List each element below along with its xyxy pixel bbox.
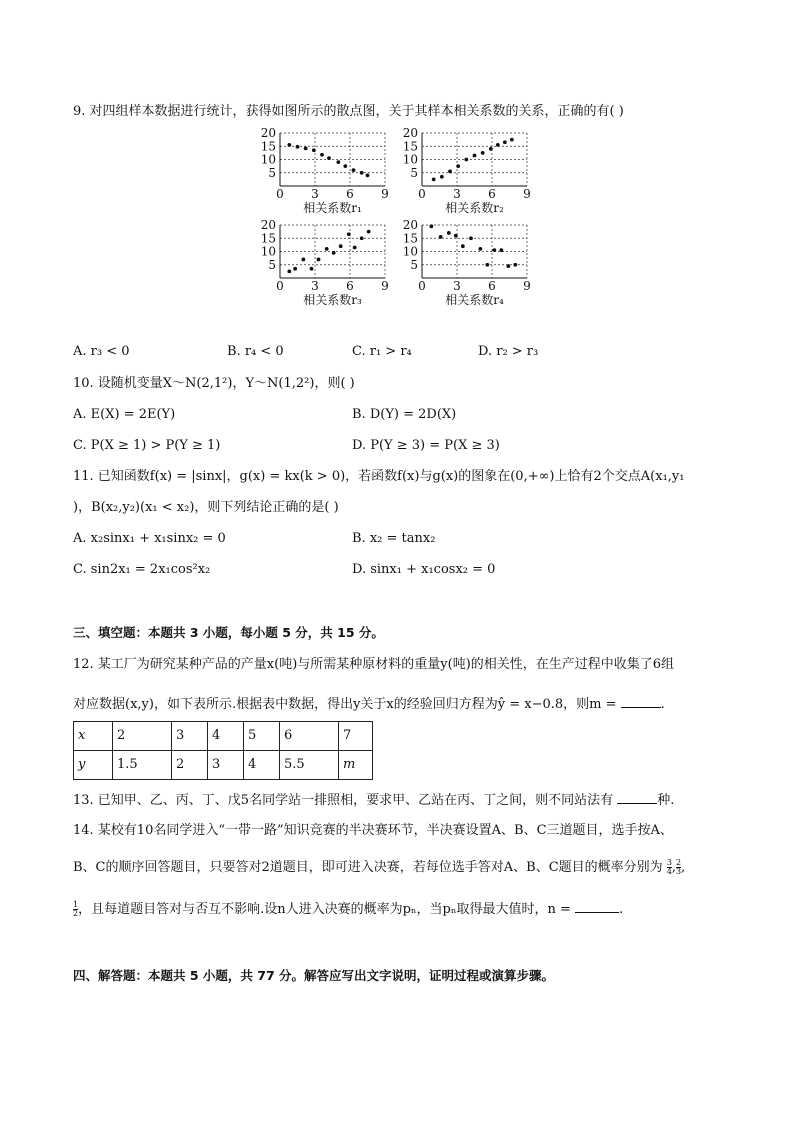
y-tick-label: 15 bbox=[260, 139, 276, 154]
q12-data-table bbox=[73, 721, 373, 780]
data-point bbox=[496, 143, 500, 147]
data-point bbox=[332, 251, 336, 255]
data-point bbox=[454, 234, 458, 238]
data-point bbox=[510, 138, 514, 142]
scatter-panel bbox=[261, 218, 389, 307]
data-point bbox=[478, 247, 482, 251]
fraction-denominator: 2 bbox=[73, 909, 79, 918]
y-tick-label: 5 bbox=[410, 165, 418, 180]
x-tick-label: 3 bbox=[311, 279, 319, 293]
data-point bbox=[464, 158, 468, 162]
q11-option-a: A. x₂sinx₁ + x₁sinx₂ = 0 bbox=[73, 531, 226, 546]
q11-stem-line2: )，B(x₂,y₂)(x₁ < x₂)，则下列结论正确的是( ) bbox=[73, 500, 339, 515]
data-point bbox=[339, 244, 343, 248]
q9-stem: 9. 对四组样本数据进行统计，获得如图所示的散点图，关于其样本相关系数的关系，正确的有( ) bbox=[73, 104, 624, 119]
y-tick-label: 5 bbox=[268, 257, 276, 272]
q14-line2-text: B、C的顺序回答题目，只要答对2道题目，即可进入决赛，若每位选手答对A、B、C题目的概率分别为 bbox=[73, 860, 663, 875]
table-cell: 4 bbox=[208, 722, 244, 751]
y-tick-label: 10 bbox=[402, 244, 418, 259]
q14-fraction-a bbox=[667, 859, 672, 876]
y-tick-label: 20 bbox=[260, 126, 276, 140]
scatter-panel bbox=[403, 218, 531, 307]
data-point bbox=[366, 174, 370, 178]
data-point bbox=[456, 164, 460, 168]
data-point bbox=[293, 267, 297, 271]
q14-answer-blank bbox=[575, 900, 619, 913]
scatter-panel bbox=[261, 126, 389, 215]
scatter-plots bbox=[0, 125, 794, 340]
q11-option-b: B. x₂ = tanx₂ bbox=[352, 531, 436, 546]
q10-option-c: C. P(X ≥ 1) > P(Y ≥ 1) bbox=[73, 438, 221, 453]
table-row bbox=[74, 722, 373, 751]
table-cell: 2 bbox=[172, 751, 208, 780]
q13-text bbox=[73, 791, 674, 810]
table-cell: 3 bbox=[208, 751, 244, 780]
table-cell: x bbox=[74, 722, 113, 751]
x-tick-label: 6 bbox=[346, 187, 354, 201]
q9-option-b: B. r₄ < 0 bbox=[227, 344, 284, 359]
data-point bbox=[499, 248, 503, 252]
table-cell: 1.5 bbox=[113, 751, 172, 780]
table-cell: 5.5 bbox=[280, 751, 339, 780]
table-cell: 6 bbox=[280, 722, 339, 751]
x-tick-label: 0 bbox=[418, 187, 426, 201]
chart-title: 相关系数r₃ bbox=[303, 293, 362, 307]
q12-line2-text: 对应数据(x,y)，如下表所示.根据表中数据，得出y关于x的经验回归方程为ŷ = x−0.8，则m = bbox=[73, 697, 617, 712]
data-point bbox=[320, 153, 324, 157]
data-point bbox=[325, 247, 329, 251]
data-point bbox=[469, 236, 473, 240]
data-point bbox=[440, 175, 444, 179]
data-point bbox=[367, 230, 371, 234]
fraction-numerator: 1 bbox=[73, 900, 79, 909]
y-tick-label: 5 bbox=[410, 257, 418, 272]
y-tick-label: 20 bbox=[260, 218, 276, 232]
data-point bbox=[343, 164, 347, 168]
q10-option-d: D. P(Y ≥ 3) = P(X ≥ 3) bbox=[352, 438, 500, 453]
table-cell: y bbox=[74, 751, 113, 780]
x-tick-label: 6 bbox=[488, 187, 496, 201]
table-cell: 5 bbox=[244, 722, 280, 751]
data-point bbox=[448, 170, 452, 174]
y-tick-label: 10 bbox=[402, 152, 418, 167]
q14-line1: 14. 某校有10名同学进入“一带一路”知识竞赛的半决赛环节，半决赛设置A、B、C三道题目，选手按A、 bbox=[73, 823, 673, 838]
q13-tail: 种. bbox=[657, 793, 675, 808]
x-tick-label: 3 bbox=[453, 187, 461, 201]
q10-option-a: A. E(X) = 2E(Y) bbox=[73, 407, 176, 422]
data-point bbox=[447, 231, 451, 235]
q12-line1: 12. 某工厂为研究某种产品的产量x(吨)与所需某种原材料的重量y(吨)的相关性，在生产过程中收集了6组 bbox=[73, 657, 675, 672]
q14-fraction-b bbox=[676, 859, 681, 876]
q13-stem: 13. 已知甲、乙、丙、丁、戊5名同学站一排照相，要求甲、乙站在丙、丁之间，则不同站法有 bbox=[73, 793, 614, 808]
q13-answer-blank bbox=[617, 791, 657, 804]
table-row bbox=[74, 751, 373, 780]
scatter-panel bbox=[403, 126, 531, 215]
q12-line2: 对应数据(x,y)，如下表所示.根据表中数据，得出y关于x的经验回归方程为ŷ = x−0.8，则m = . bbox=[73, 697, 665, 712]
x-tick-label: 9 bbox=[381, 187, 389, 201]
chart-title: 相关系数r₂ bbox=[445, 201, 504, 215]
x-tick-label: 9 bbox=[523, 187, 531, 201]
x-tick-label: 3 bbox=[311, 187, 319, 201]
data-point bbox=[304, 146, 308, 150]
q9-option-d: D. r₂ > r₃ bbox=[478, 344, 539, 359]
data-point bbox=[489, 147, 493, 151]
table-cell: m bbox=[339, 751, 373, 780]
data-point bbox=[352, 168, 356, 172]
q10-option-b: B. D(Y) = 2D(X) bbox=[352, 407, 457, 422]
y-tick-label: 10 bbox=[260, 152, 276, 167]
data-point bbox=[360, 236, 364, 240]
data-point bbox=[513, 263, 517, 267]
q9-option-a: A. r₃ < 0 bbox=[73, 344, 130, 359]
data-point bbox=[503, 140, 507, 144]
data-point bbox=[432, 177, 436, 181]
data-point bbox=[312, 148, 316, 152]
y-tick-label: 5 bbox=[268, 165, 276, 180]
data-point bbox=[287, 269, 291, 273]
table-cell: 3 bbox=[172, 722, 208, 751]
data-point bbox=[492, 248, 496, 252]
q10-stem: 10. 设随机变量X～N(2,1²)，Y～N(1,2²)，则( ) bbox=[73, 376, 355, 391]
q11-stem-line1: 11. 已知函数f(x) = |sinx|，g(x) = kx(k > 0)，若函数f(x)与g(x)的图象在(0,+∞)上恰有2个交点A(x₁,y₁ bbox=[73, 469, 685, 484]
data-point bbox=[317, 258, 321, 262]
q14-line3-text: ，且每道题目答对与否互不影响.设n人进入决赛的概率为pₙ，当pₙ取得最大值时，n = bbox=[78, 902, 571, 917]
chart-title: 相关系数r₄ bbox=[445, 293, 504, 307]
x-tick-label: 9 bbox=[381, 279, 389, 293]
y-tick-label: 20 bbox=[402, 218, 418, 232]
section-3-heading: 三、填空题：本题共 3 小题，每小题 5 分，共 15 分。 bbox=[73, 625, 384, 640]
data-point bbox=[287, 143, 291, 147]
chart-title: 相关系数r₁ bbox=[303, 201, 362, 215]
x-tick-label: 9 bbox=[523, 279, 531, 293]
q9-option-c: C. r₁ > r₄ bbox=[352, 344, 412, 359]
x-tick-label: 0 bbox=[276, 279, 284, 293]
fraction-denominator: 3 bbox=[676, 867, 682, 876]
section-4-heading: 四、解答题：本题共 5 小题，共 77 分。解答应写出文字说明，证明过程或演算步骤。 bbox=[73, 968, 555, 983]
data-point bbox=[353, 246, 357, 250]
data-point bbox=[506, 264, 510, 268]
q14-line3: $\frac{1}{2}$ ，且每道题目答对与否互不影响.设n人进入决赛的概率为pₙ，当pₙ取得最大值时，n = . bbox=[73, 900, 624, 918]
x-tick-label: 6 bbox=[488, 279, 496, 293]
data-point bbox=[301, 258, 305, 262]
q12-answer-blank bbox=[621, 695, 661, 708]
q11-option-d: D. sinx₁ + x₁cosx₂ = 0 bbox=[352, 562, 496, 577]
x-tick-label: 6 bbox=[346, 279, 354, 293]
fraction-numerator: 2 bbox=[676, 858, 682, 867]
data-point bbox=[296, 145, 300, 149]
data-point bbox=[360, 171, 364, 175]
y-tick-label: 20 bbox=[402, 126, 418, 140]
fraction-numerator: 3 bbox=[666, 858, 672, 867]
data-point bbox=[336, 160, 340, 164]
y-tick-label: 15 bbox=[402, 231, 418, 246]
q11-option-c: C. sin2x₁ = 2x₁cos²x₂ bbox=[73, 562, 211, 577]
x-tick-label: 0 bbox=[418, 279, 426, 293]
table-cell: 4 bbox=[244, 751, 280, 780]
y-tick-label: 10 bbox=[260, 244, 276, 259]
fraction-denominator: 4 bbox=[666, 867, 672, 876]
data-point bbox=[310, 267, 314, 271]
data-point bbox=[473, 154, 477, 158]
data-point bbox=[429, 224, 433, 228]
y-tick-label: 15 bbox=[260, 231, 276, 246]
x-tick-label: 0 bbox=[276, 187, 284, 201]
table-cell: 2 bbox=[113, 722, 172, 751]
data-point bbox=[439, 235, 443, 239]
table-cell: 7 bbox=[339, 722, 373, 751]
data-point bbox=[481, 151, 485, 155]
data-point bbox=[327, 156, 331, 160]
data-point bbox=[347, 232, 351, 236]
data-point bbox=[485, 263, 489, 267]
q14-line2: B、C的顺序回答题目，只要答对2道题目，即可进入决赛，若每位选手答对A、B、C题目的概率分别为 $\frac{3}{4}$ , $\frac{2}{3}$ , bbox=[73, 858, 686, 876]
x-tick-label: 3 bbox=[453, 279, 461, 293]
y-tick-label: 15 bbox=[402, 139, 418, 154]
data-point bbox=[461, 244, 465, 248]
